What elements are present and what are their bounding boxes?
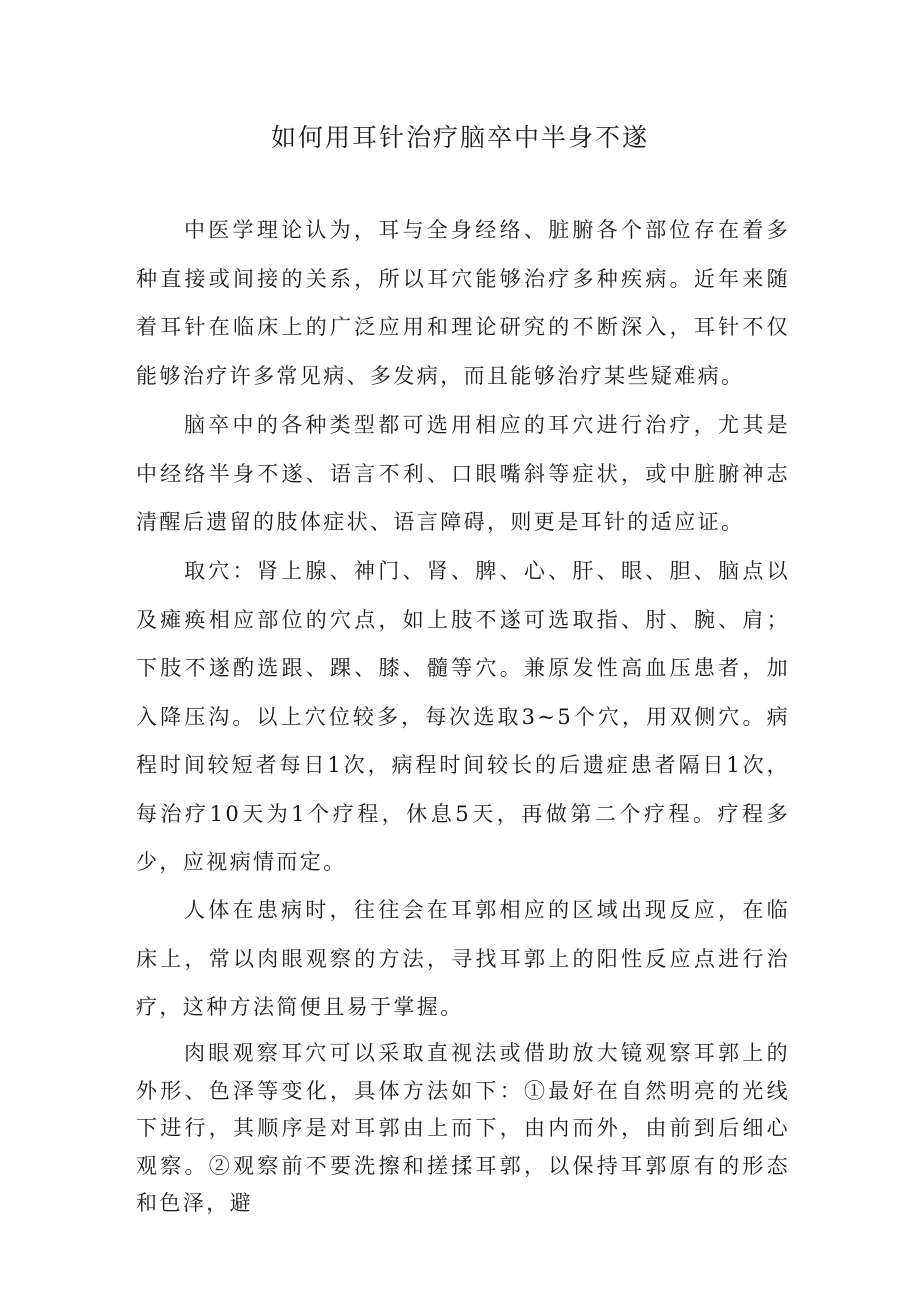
paragraph-stroke-types: 脑卒中的各种类型都可选用相应的耳穴进行治疗，尤其是中经络半身不遂、语言不利、口眼嘴斜等症状，或中脏腑神志清醒后遗留的肢体症状、语言障碍，则更是耳针的适应证。 bbox=[136, 413, 790, 534]
paragraph-intro: 中医学理论认为，耳与全身经络、脏腑各个部位存在着多种直接或间接的关系，所以耳穴能够治疗多种疾病。近年来随着耳针在临床上的广泛应用和理论研究的不断深入，耳针不仅能够治疗许多常见病、多发病，而且能够治疗某些疑难病。 bbox=[136, 218, 790, 388]
paragraph-ear-reaction: 人体在患病时，往往会在耳郭相应的区域出现反应，在临床上，常以肉眼观察的方法，寻找耳郭上的阳性反应点进行治疗，这种方法简便且易于掌握。 bbox=[136, 898, 790, 1019]
paragraph-acupoint-selection: 取穴：肾上腺、神门、肾、脾、心、肝、眼、胆、脑点以及瘫痪相应部位的穴点，如上肢不遂可选取指、肘、腕、肩；下肢不遂酌选跟、踝、膝、髓等穴。兼原发性高血压患者，加入降压沟。以上穴位较多，每次选取3~5个穴，用双侧穴。病程时间较短者每日1次，病程时间较长的后遗症患者隔日1次，每治疗10天为1个疗程，休息5天，再做第二个疗程。疗程多少，应视病情而定。 bbox=[136, 559, 790, 874]
document-title: 如何用耳针治疗脑卒中半身不遂 bbox=[270, 123, 649, 152]
paragraph-observation-method: 肉眼观察耳穴可以采取直视法或借助放大镜观察耳郭上的外形、色泽等变化，具体方法如下：①最好在自然明亮的光线下进行，其顺序是对耳郭由上而下，由内而外，由前到后细心观察。②观察前不要洗擦和搓揉耳郭，以保持耳郭原有的形态和色泽，避 bbox=[136, 1041, 790, 1215]
